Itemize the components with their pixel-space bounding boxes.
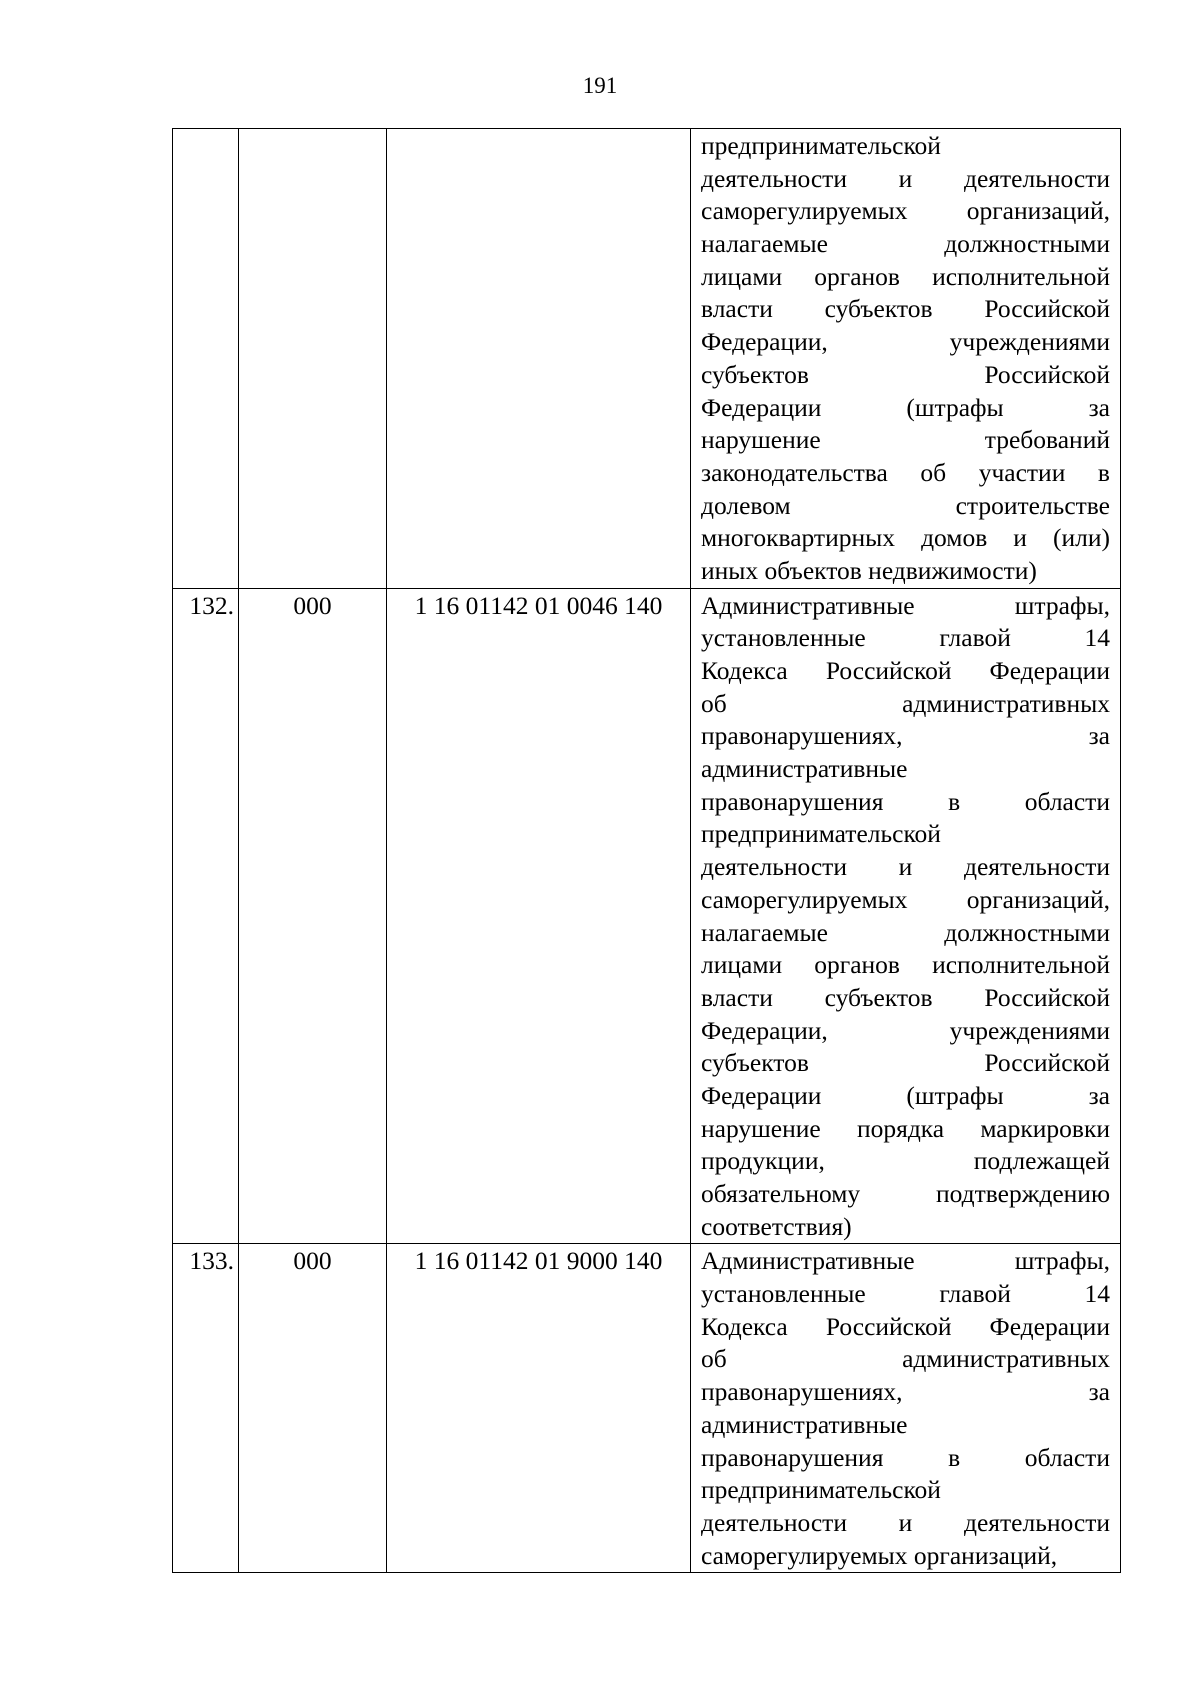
word: (штрафы	[906, 1080, 1004, 1110]
word: за	[1088, 721, 1110, 751]
text-line	[701, 1178, 1110, 1211]
word: органов	[814, 950, 900, 980]
text-line	[701, 1245, 1110, 1278]
text-line	[701, 261, 1110, 294]
word: в	[948, 786, 961, 816]
word: Федерации	[989, 1311, 1110, 1341]
word: и	[898, 852, 913, 882]
word: правонарушения	[701, 786, 884, 816]
word: за	[1088, 1377, 1110, 1407]
word: административных	[902, 688, 1110, 718]
budget-classification-table	[172, 128, 1121, 1573]
word: Российской	[825, 656, 952, 685]
word: Административные	[701, 590, 915, 620]
word: органов	[814, 261, 900, 291]
text-line	[701, 1507, 1110, 1540]
word: Российской	[984, 1048, 1110, 1078]
kbk-code-cell: 1 16 01142 01 0046 140	[387, 588, 691, 1244]
text-line	[701, 359, 1110, 392]
word: Российской	[984, 359, 1110, 389]
row-number-cell: 133.	[173, 1244, 239, 1573]
word: об	[920, 457, 947, 487]
page-number: 191	[582, 73, 618, 98]
word: области	[1024, 1442, 1110, 1472]
word: Федерации	[989, 656, 1110, 685]
text-line	[701, 688, 1110, 721]
word: саморегулируемых	[701, 196, 908, 226]
word: штрафы,	[1014, 590, 1110, 620]
word: власти	[701, 294, 773, 324]
word: учреждениями	[949, 327, 1110, 357]
word: налагаемые	[701, 229, 828, 259]
text-line	[701, 522, 1110, 555]
word: административных	[902, 1344, 1110, 1374]
text-line: предпринимательской	[701, 819, 941, 849]
row-number-cell: 132.	[173, 588, 239, 1244]
word: области	[1024, 786, 1110, 816]
text-line	[701, 622, 1110, 655]
word: в	[1097, 457, 1110, 487]
text-line	[701, 228, 1110, 261]
word: в	[948, 1442, 961, 1472]
word: порядка	[856, 1113, 945, 1143]
word: организаций,	[966, 196, 1110, 226]
admin-code-cell: 000	[239, 1244, 387, 1573]
word: Российской	[825, 1311, 952, 1341]
word: деятельности	[964, 163, 1110, 193]
income-name-cell	[691, 129, 1121, 589]
word: главой	[939, 1279, 1011, 1309]
income-name-cell	[691, 1244, 1121, 1573]
text-line	[701, 293, 1110, 326]
word: саморегулируемых	[701, 884, 908, 914]
word: требований	[984, 425, 1110, 455]
word: субъектов	[824, 294, 933, 324]
text-line	[701, 1015, 1110, 1048]
income-name-cell	[691, 588, 1121, 1244]
word: правонарушения	[701, 1442, 884, 1472]
row-number-cell	[173, 129, 239, 589]
word: и	[898, 1507, 913, 1537]
word: Федерации	[701, 1080, 822, 1110]
text-line: предпринимательской	[701, 1475, 941, 1505]
word: подтверждению	[936, 1179, 1110, 1208]
word: нарушение	[701, 425, 821, 455]
text-line	[701, 1311, 1110, 1344]
text-line	[701, 1047, 1110, 1080]
table-row	[173, 129, 1121, 589]
word: исполнительной	[932, 950, 1110, 980]
text-line	[701, 457, 1110, 490]
word: продукции,	[701, 1146, 825, 1176]
word: за	[1088, 392, 1110, 422]
table-row	[173, 588, 1121, 1244]
word: Российской	[984, 294, 1110, 324]
text-line: иных объектов недвижимости)	[701, 555, 1037, 585]
word: законодательства	[701, 457, 888, 487]
word: и	[1013, 523, 1027, 553]
word: субъектов	[701, 359, 809, 389]
word: нарушение	[701, 1113, 821, 1143]
admin-code-cell: 000	[239, 588, 387, 1244]
text-line	[701, 1145, 1110, 1178]
word: 14	[1084, 1279, 1110, 1309]
word: Российской	[984, 982, 1110, 1012]
text-line	[701, 326, 1110, 359]
word: домов	[921, 523, 988, 553]
text-line: саморегулируемых организаций,	[701, 1540, 1058, 1570]
word: Административные	[701, 1246, 915, 1276]
word: и	[898, 163, 913, 193]
word: власти	[701, 982, 773, 1012]
word: Федерации,	[701, 327, 828, 357]
word: лицами	[701, 950, 783, 980]
word: субъектов	[701, 1048, 809, 1078]
text-line: соответствия)	[701, 1211, 852, 1241]
text-line	[701, 917, 1110, 950]
word: деятельности	[701, 163, 847, 193]
word: Федерации	[701, 392, 822, 422]
word: лицами	[701, 261, 783, 291]
text-line	[701, 1442, 1110, 1475]
word: правонарушениях,	[701, 1377, 903, 1407]
text-line: предпринимательской	[701, 131, 941, 160]
text-line	[701, 949, 1110, 982]
word: маркировки	[980, 1113, 1110, 1143]
text-line	[701, 1113, 1110, 1146]
text-line: административные	[701, 754, 908, 784]
word: участии	[978, 457, 1066, 487]
kbk-code-cell: 1 16 01142 01 9000 140	[387, 1244, 691, 1573]
word: (штрафы	[906, 392, 1004, 422]
text-line	[701, 982, 1110, 1015]
text-line: административные	[701, 1409, 908, 1439]
text-line	[701, 490, 1110, 523]
text-line	[701, 1080, 1110, 1113]
word: установленные	[701, 1279, 866, 1309]
word: деятельности	[964, 852, 1110, 882]
table-body	[173, 129, 1121, 1573]
word: организаций,	[966, 884, 1110, 914]
word: Кодекса	[701, 656, 788, 685]
word: должностными	[944, 917, 1110, 947]
word: подлежащей	[973, 1146, 1110, 1176]
text-line	[701, 884, 1110, 917]
word: должностными	[944, 229, 1110, 259]
word: учреждениями	[949, 1015, 1110, 1045]
word: исполнительной	[932, 261, 1110, 291]
word: налагаемые	[701, 917, 828, 947]
word: долевом	[701, 490, 791, 520]
kbk-code-cell	[387, 129, 691, 589]
word: главой	[939, 623, 1011, 653]
word: об	[701, 1344, 727, 1374]
text-line	[701, 851, 1110, 884]
word: штрафы,	[1014, 1246, 1110, 1276]
text-line	[701, 195, 1110, 228]
word: Федерации,	[701, 1015, 828, 1045]
text-line	[701, 1376, 1110, 1409]
word: Кодекса	[701, 1311, 788, 1341]
word: многоквартирных	[701, 523, 896, 553]
word: деятельности	[964, 1507, 1110, 1537]
text-line	[701, 786, 1110, 819]
text-line	[701, 424, 1110, 457]
text-line	[701, 163, 1110, 196]
word: установленные	[701, 623, 866, 653]
text-line	[701, 655, 1110, 688]
text-line	[701, 1278, 1110, 1311]
text-line	[701, 720, 1110, 753]
word: обязательному	[701, 1179, 861, 1208]
table-row	[173, 1244, 1121, 1573]
admin-code-cell	[239, 129, 387, 589]
text-line	[701, 392, 1110, 425]
word: деятельности	[701, 852, 847, 882]
text-line	[701, 1343, 1110, 1376]
word: правонарушениях,	[701, 721, 903, 751]
word: об	[701, 688, 727, 718]
text-line	[701, 590, 1110, 623]
word: (или)	[1052, 523, 1110, 553]
word: субъектов	[824, 982, 933, 1012]
word: строительстве	[955, 490, 1110, 520]
word: 14	[1084, 623, 1110, 653]
word: за	[1088, 1080, 1110, 1110]
word: деятельности	[701, 1507, 847, 1537]
